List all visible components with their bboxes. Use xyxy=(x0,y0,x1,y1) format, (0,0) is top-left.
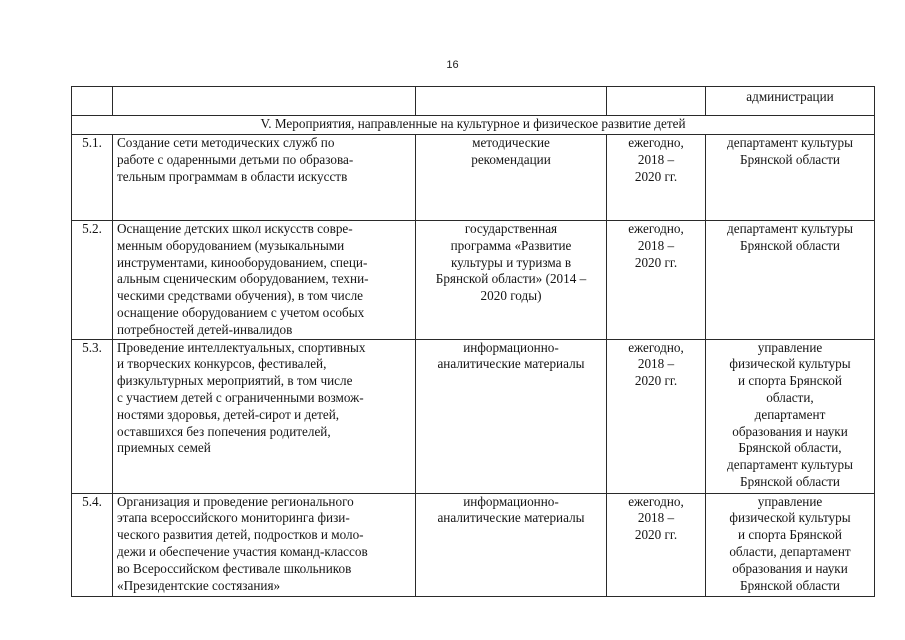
cell-term xyxy=(607,87,706,116)
section-row xyxy=(72,116,875,135)
result-text: государственная программа «Развитие культуры и туризма в Брянской области» (2014 – 2020 годы) xyxy=(435,221,587,304)
term-text: ежегодно, 2018 – 2020 гг. xyxy=(628,493,684,543)
cell-num: 5.3. xyxy=(72,339,113,493)
cell-term xyxy=(607,493,706,596)
cell-result xyxy=(416,493,607,596)
cell-result xyxy=(416,339,607,493)
result-text: информационно- аналитические материалы xyxy=(437,493,585,526)
cell-result xyxy=(416,135,607,221)
table-row xyxy=(72,135,875,221)
cell-responsible xyxy=(706,135,875,221)
cell-term xyxy=(607,339,706,493)
term-text: ежегодно, 2018 – 2020 гг. xyxy=(628,221,684,270)
cell-responsible xyxy=(706,493,875,596)
cell-term xyxy=(607,221,706,340)
cell-num: 5.4. xyxy=(72,493,113,596)
responsible-text: управление физической культуры и спорта Брянской области, департамент образования и науки Брянской области, департамент культуры Брянской области xyxy=(727,339,853,489)
activities-table xyxy=(71,86,875,597)
name-text: Оснащение детских школ искусств совре- менным оборудованием (музыкальными инструментами, кинооборудованием, специ- альным сценическим оборудованием, техни- ческими средствами обучения), в том числе оснащение оборудованием с учетом особых потребностей детей-инвалидов xyxy=(117,221,369,337)
cell-name xyxy=(113,87,416,116)
name-text: Организация и проведение регионального этапа всероссийского мониторинга физи- ческого развития детей, подростков и моло- дежи и обеспечение участия команд-классов во Всероссийском фестивале школьников «Президентские состязания» xyxy=(117,493,368,593)
cell-name xyxy=(113,493,416,596)
page-number: 16 xyxy=(446,59,459,71)
term-text: ежегодно, 2018 – 2020 гг. xyxy=(628,135,684,184)
responsible-text: департамент культуры Брянской области xyxy=(727,135,853,167)
cell-num: 5.1. xyxy=(72,135,113,221)
cell-responsible xyxy=(706,339,875,493)
cell-name xyxy=(113,135,416,221)
term-text: ежегодно, 2018 – 2020 гг. xyxy=(628,339,684,389)
table-row xyxy=(72,339,875,493)
cell-responsible xyxy=(706,87,875,116)
cell-result xyxy=(416,221,607,340)
table-row xyxy=(72,221,875,340)
cell-name xyxy=(113,339,416,493)
result-text: методические рекомендации xyxy=(471,135,551,167)
responsible-text: управление физической культуры и спорта Брянской области, департамент образования и науки Брянской области xyxy=(729,493,851,593)
name-text: Создание сети методических служб по работе с одаренными детьми по образова- тельным программам в области искусств xyxy=(117,135,354,184)
responsible-text: департамент культуры Брянской области xyxy=(727,221,853,253)
cell-responsible xyxy=(706,221,875,340)
responsible-text: администрации xyxy=(746,89,834,104)
cell-term xyxy=(607,135,706,221)
cell-num xyxy=(72,87,113,116)
table-row xyxy=(72,493,875,596)
section-title: V. Мероприятия, направленные на культурное и физическое развитие детей xyxy=(72,116,875,135)
continuation-row xyxy=(72,87,875,116)
result-text: информационно- аналитические материалы xyxy=(437,339,585,372)
cell-num: 5.2. xyxy=(72,221,113,340)
cell-result xyxy=(416,87,607,116)
cell-name xyxy=(113,221,416,340)
name-text: Проведение интеллектуальных, спортивных и творческих конкурсов, фестивалей, физкультурных мероприятий, в том числе с участием детей с ограниченными возмож- ностями здоровья, детей-сирот и детей, оставшихся без попечения родителей, приемных семей xyxy=(117,339,366,456)
